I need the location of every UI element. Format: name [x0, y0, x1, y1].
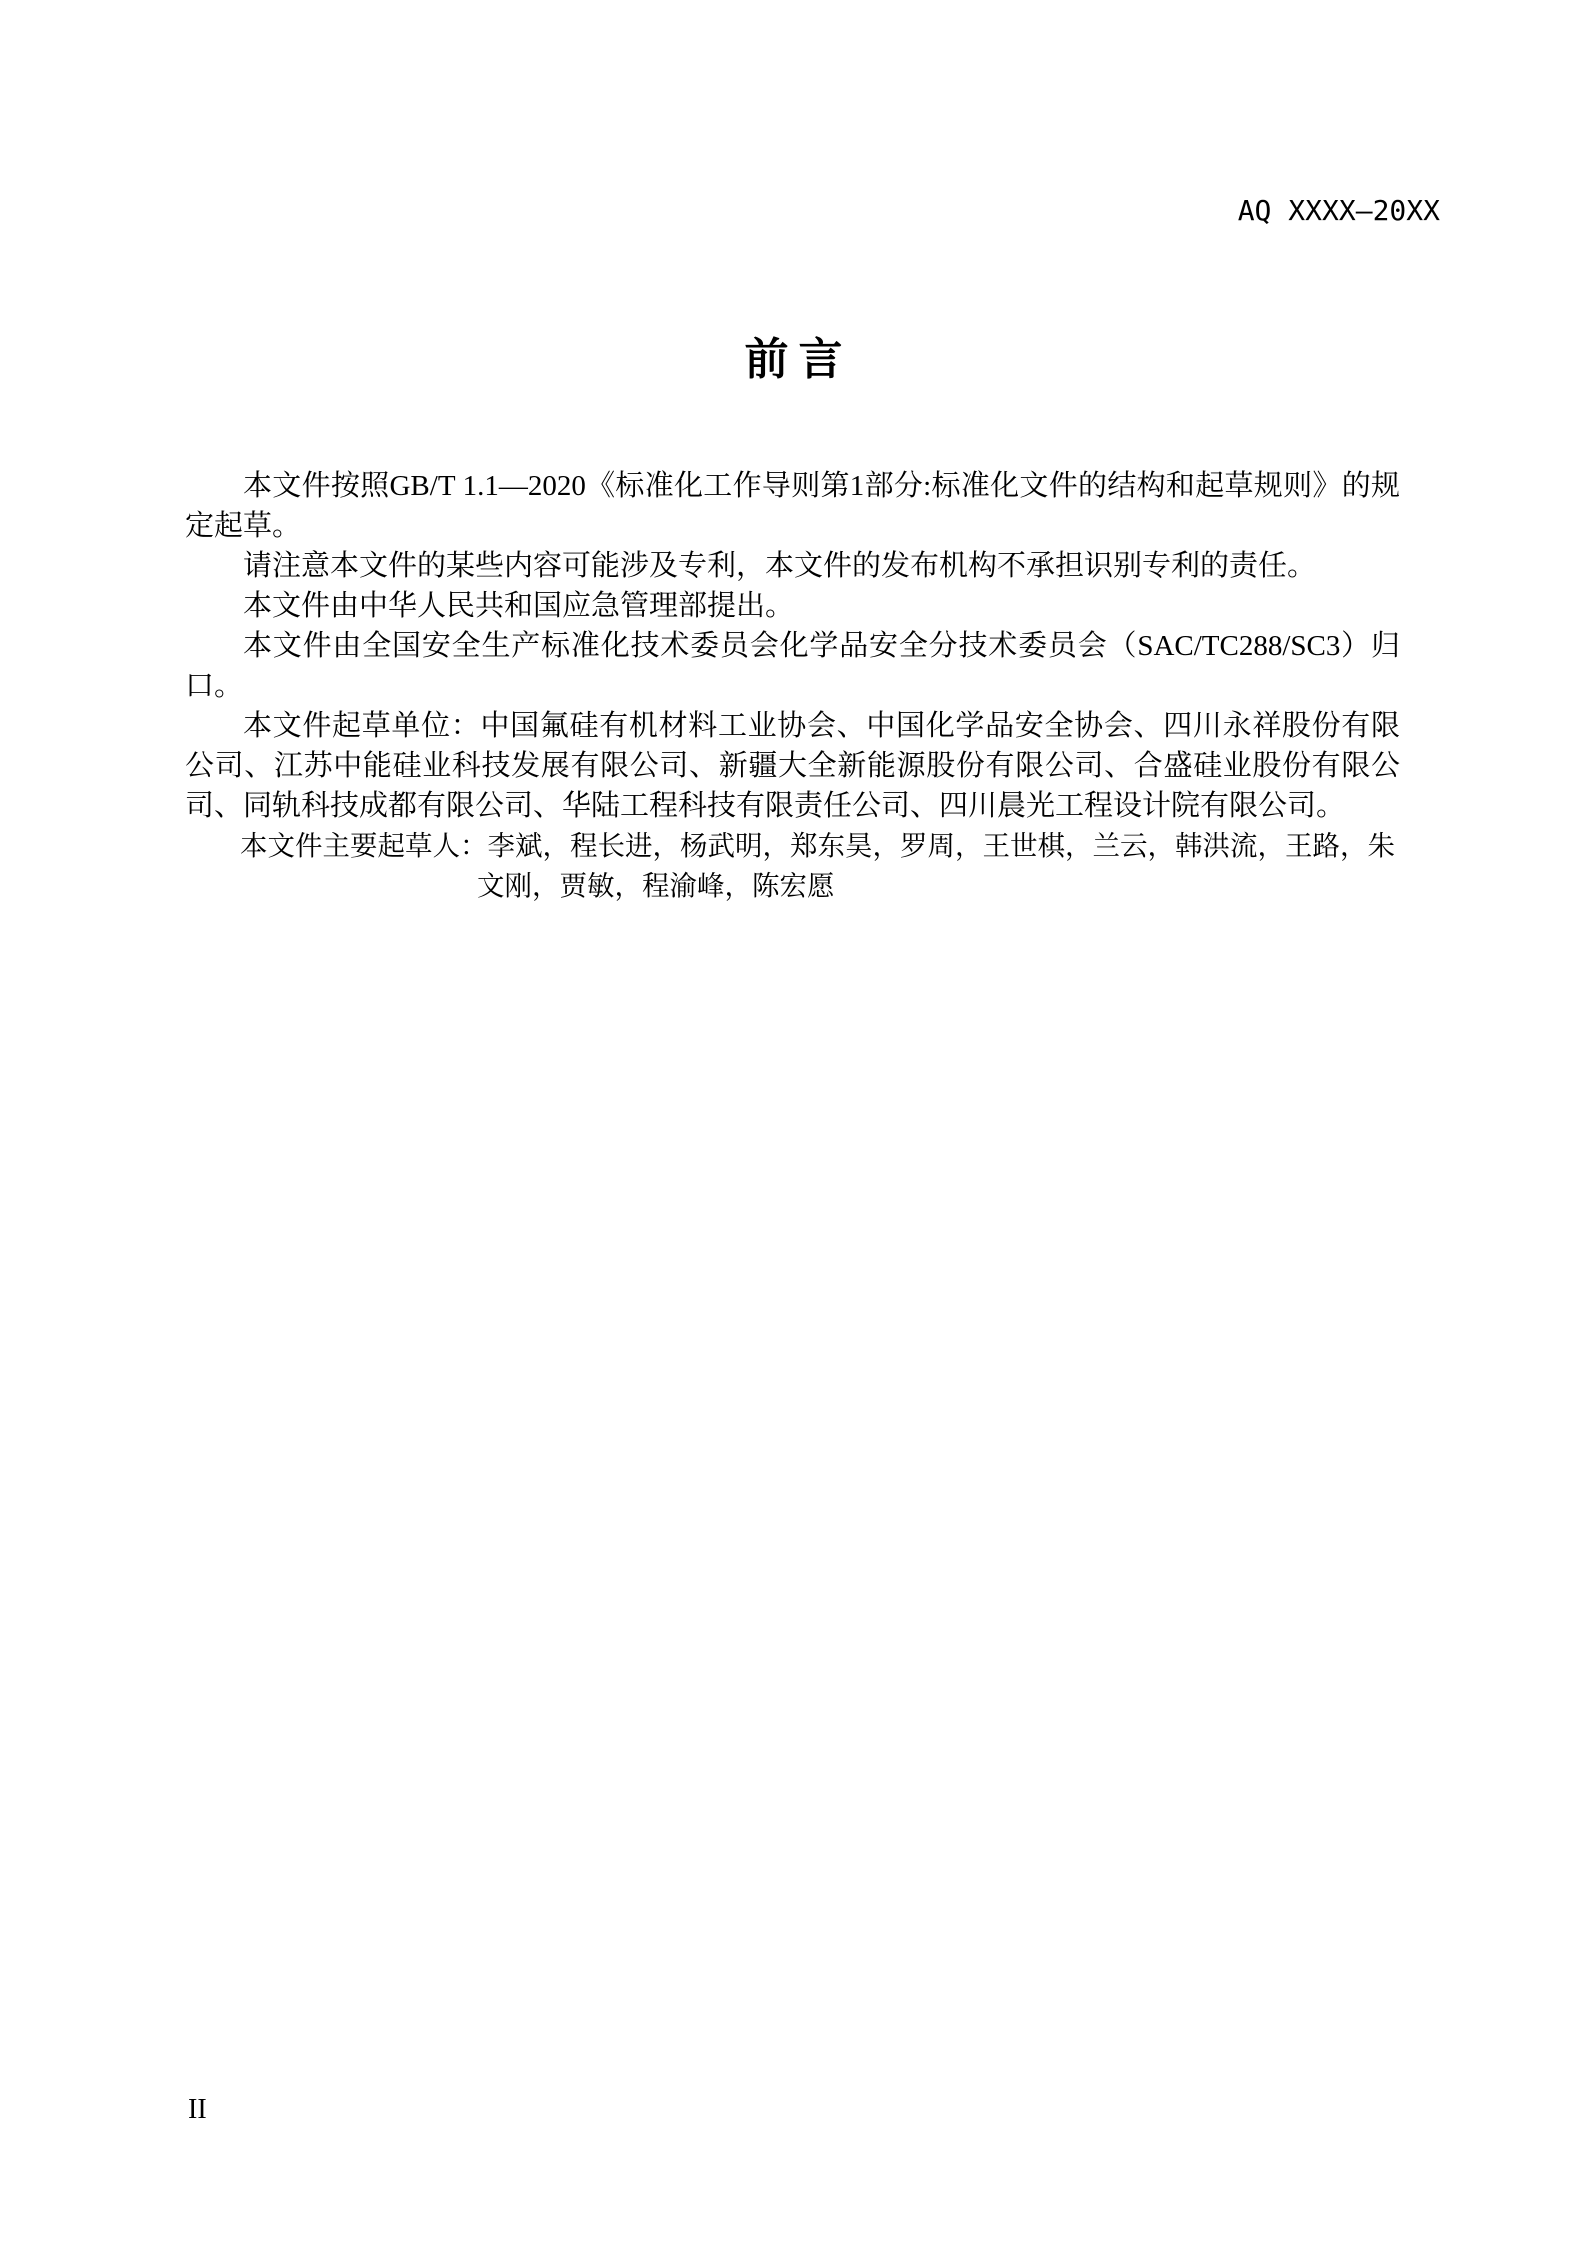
paragraph-proposed-by: 本文件由中华人民共和国应急管理部提出。	[243, 590, 795, 622]
page-title: 前言	[744, 335, 853, 384]
paragraph-drafting-organizations: 本文件起草单位：中国氟硅有机材料工业协会、中国化学品安全协会、四川永祥股份有限公司、江苏中能硅业科技发展有限公司、新疆大全新能源股份有限公司、合盛硅业股份有限公司、同轨科技成都有限公司、华陆工程科技有限责任公司、四川晨光工程设计院有限公司。	[185, 710, 1400, 822]
page-number: II	[188, 2094, 207, 2125]
foreword-content	[185, 466, 1400, 906]
standard-code-header: AQ XXXX—20XX	[1237, 194, 1440, 227]
paragraph-under-jurisdiction: 本文件由全国安全生产标准化技术委员会化学品安全分技术委员会（SAC/TC288/SC3）归口。	[185, 630, 1400, 702]
paragraph-main-drafters-line1: 本文件主要起草人：李斌，程长进，杨武明，郑东昊，罗周，王世棋，兰云，韩洪流，王路，朱	[240, 830, 1395, 861]
paragraph-patent-notice: 请注意本文件的某些内容可能涉及专利，本文件的发布机构不承担识别专利的责任。	[243, 550, 1317, 582]
paragraph-main-drafters-line2: 文刚，贾敏，程渝峰，陈宏愿	[477, 870, 835, 901]
paragraph-drafting-basis: 本文件按照GB/T 1.1—2020《标准化工作导则第1部分:标准化文件的结构和起草规则》的规定起草。	[185, 470, 1400, 542]
